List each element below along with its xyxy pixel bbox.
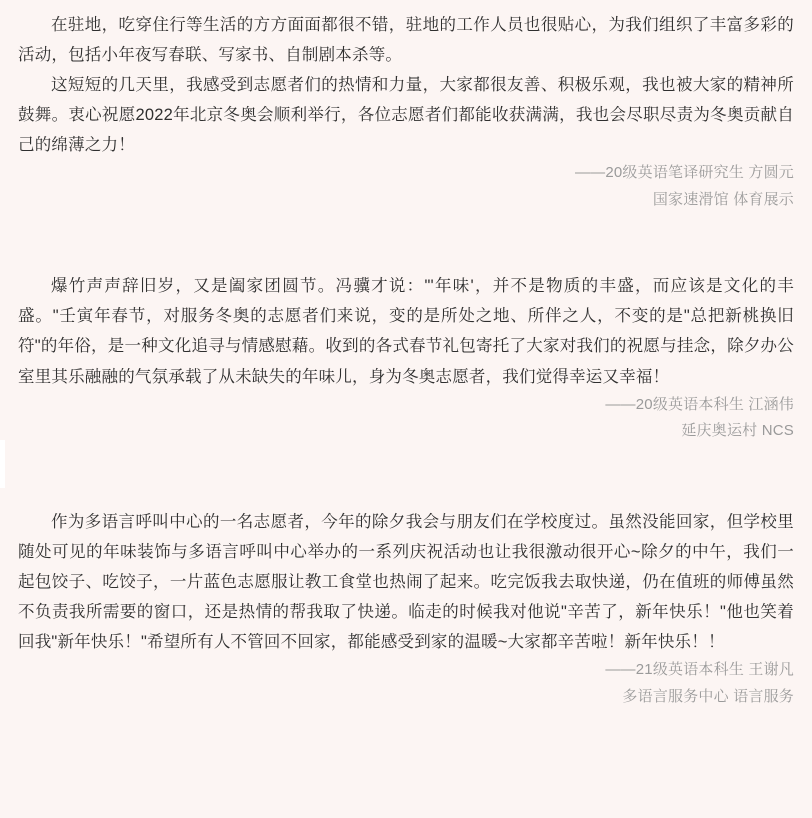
entry-paragraph: 在驻地，吃穿住行等生活的方方面面都很不错，驻地的工作人员也很贴心，为我们组织了丰富多彩的活动，包括小年夜写春联、写家书、自制剧本杀等。 [18, 16, 794, 65]
page-edge-marker [0, 440, 5, 488]
entry-paragraph: 爆竹声声辞旧岁，又是阖家团圆节。冯骥才说："'年味'，并不是物质的丰盛，而应该是文化的丰盛。"壬寅年春节，对服务冬奥的志愿者们来说，变的是所处之地、所伴之人，不变的是"总把新桃换旧符"的年俗，是一种文化追寻与情感慰藉。收到的各式春节礼包寄托了大家对我们的祝愿与挂念，除夕办公室里其乐融融的气氛承载了从未缺失的年味儿，身为冬奥志愿者，我们觉得幸运又幸福！ [18, 277, 794, 386]
entry-signature [18, 160, 794, 213]
testimonial-entry [18, 10, 794, 213]
entry-paragraph: 这短短的几天里，我感受到志愿者们的热情和力量，大家都很友善、积极乐观，我也被大家的精神所鼓舞。衷心祝愿2022年北京冬奥会顺利举行，各位志愿者们都能收获满满，我也会尽职尽责为冬奥贡献自己的绵薄之力！ [18, 76, 794, 155]
signature-author: ——20级英语本科生 江涵伟 [605, 395, 794, 413]
signature-author: ——20级英语笔译研究生 方圆元 [574, 164, 794, 182]
testimonial-entry [18, 271, 794, 444]
entry-spacer [18, 445, 794, 507]
signature-affiliation: 延庆奥运村 NCS [681, 422, 794, 440]
entry-signature [18, 657, 794, 710]
entry-body [18, 10, 794, 160]
testimonial-entry [18, 507, 794, 710]
entry-spacer [18, 213, 794, 271]
entry-paragraph: 作为多语言呼叫中心的一名志愿者，今年的除夕我会与朋友们在学校度过。虽然没能回家，但学校里随处可见的年味装饰与多语言呼叫中心举办的一系列庆祝活动也让我很激动很开心~除夕的中午，我们一起包饺子、吃饺子，一片蓝色志愿服让教工食堂也热闹了起来。吃完饭我去取快递，仍在值班的师傅虽然不负责我所需要的窗口，还是热情的帮我取了快递。临走的时候我对他说"辛苦了，新年快乐！"他也笑着回我"新年快乐！"希望所有人不管回不回家，都能感受到家的温暖~大家都辛苦啦！新年快乐！！ [18, 512, 794, 651]
spacer-top [18, 0, 794, 10]
entry-body [18, 271, 794, 391]
signature-affiliation: 国家速滑馆 体育展示 [652, 190, 794, 208]
signature-author: ——21级英语本科生 王谢凡 [605, 660, 794, 678]
entry-body [18, 507, 794, 657]
entry-signature [18, 392, 794, 445]
signature-affiliation: 多语言服务中心 语言服务 [622, 687, 794, 705]
